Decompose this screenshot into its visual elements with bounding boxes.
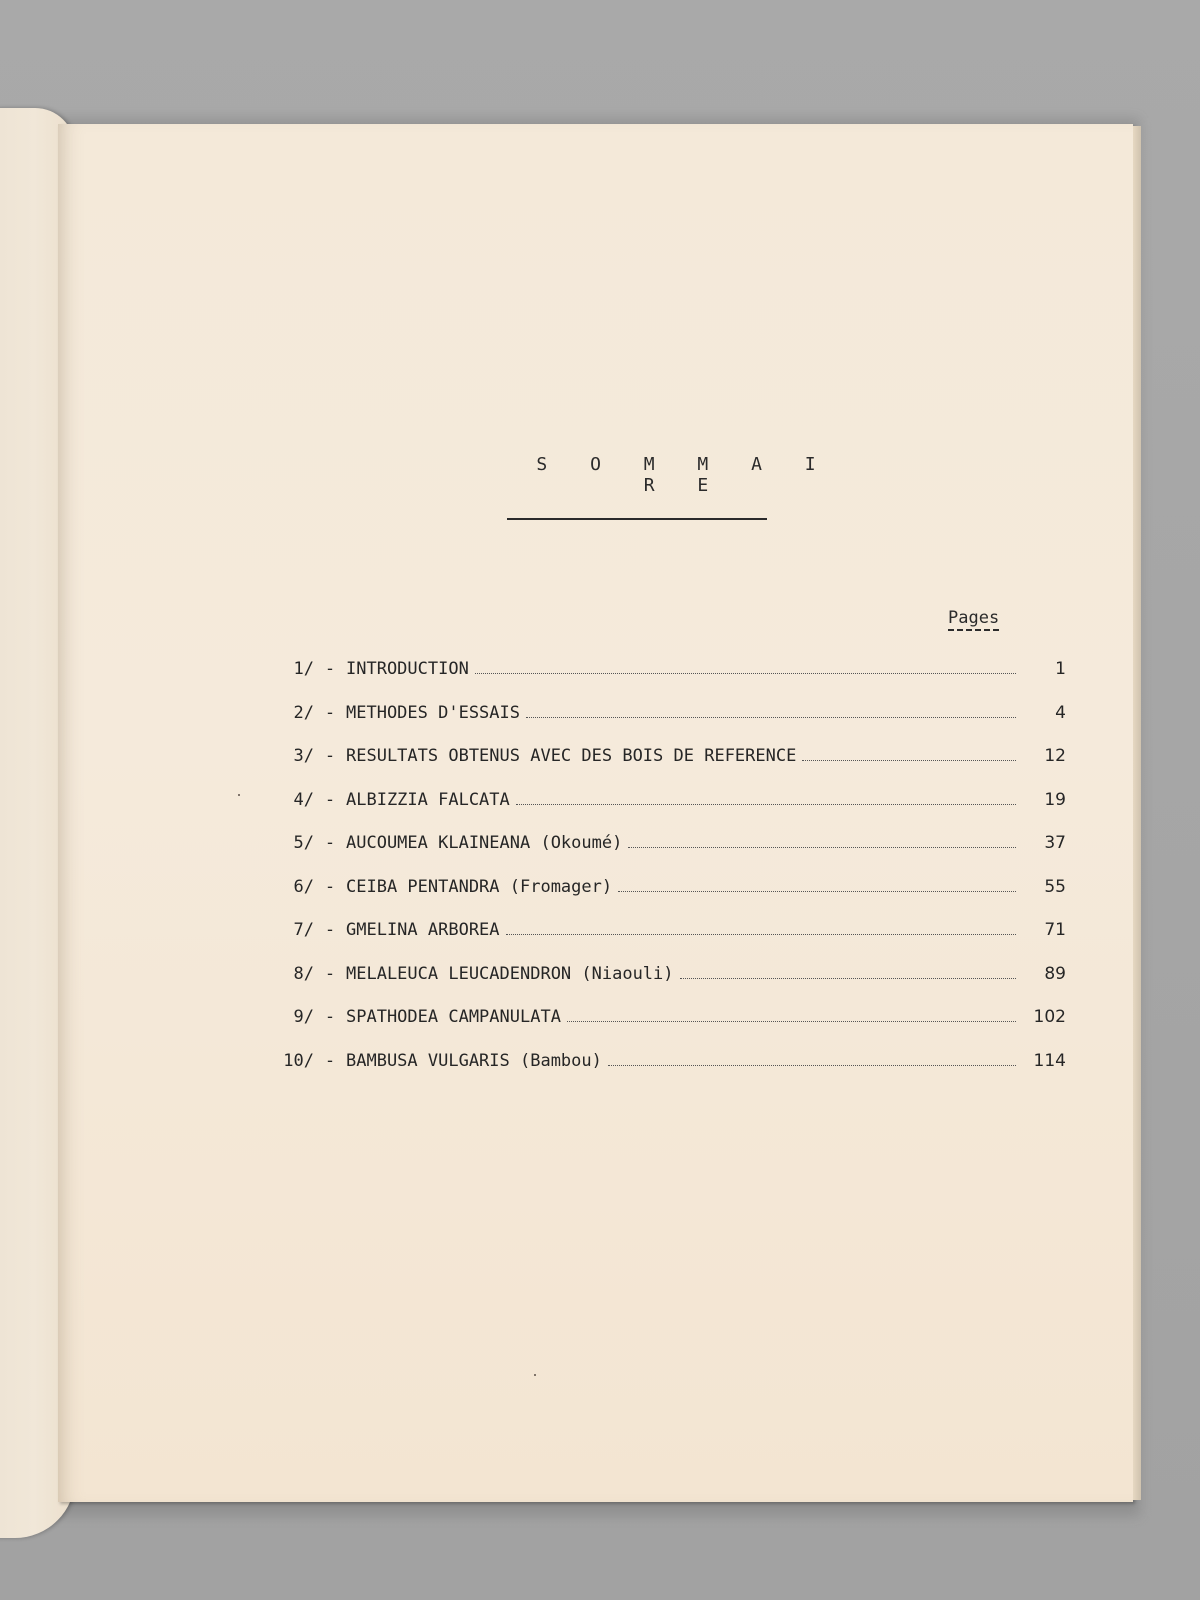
toc-entry-page: 19 [1044, 789, 1066, 810]
page-title: S O M M A I R E [536, 454, 832, 496]
dot-leader [802, 760, 1016, 761]
toc-entry-number: 5/ [293, 833, 314, 853]
toc-entry-number: 6/ [293, 876, 314, 897]
toc-entry-dash: - [324, 746, 336, 766]
dot-leader [680, 978, 1016, 979]
document-page [58, 124, 1133, 1502]
toc-entry [266, 703, 1066, 747]
toc-entry [266, 1051, 1066, 1095]
toc-entry-number: 4/ [293, 789, 314, 810]
toc-entry-dash: - [324, 1050, 336, 1071]
dot-leader [567, 1021, 1016, 1022]
toc-entry-dash: - [324, 789, 336, 810]
toc-entry [266, 659, 1066, 703]
toc-entry-page: 4 [1055, 702, 1066, 723]
toc-entry-page: 71 [1044, 920, 1066, 940]
table-of-contents [266, 659, 1066, 1094]
toc-entry-number: 2/ [293, 702, 314, 723]
title-underline [507, 518, 767, 520]
toc-entry-title: GMELINA ARBOREA [346, 920, 500, 940]
toc-entry-dash: - [324, 833, 336, 853]
toc-entry [266, 877, 1066, 921]
dot-leader [526, 717, 1016, 718]
toc-entry-dash: - [324, 659, 336, 679]
toc-entry-page: 37 [1044, 833, 1066, 853]
paper-speck [238, 794, 240, 796]
toc-entry-dash: - [324, 920, 336, 940]
toc-entry-number: 3/ [293, 746, 314, 766]
toc-entry [266, 1007, 1066, 1051]
toc-entry-page: 12 [1044, 746, 1066, 766]
dot-leader [516, 804, 1016, 805]
toc-entry-title: RESULTATS OBTENUS AVEC DES BOIS DE REFERENCE [346, 746, 797, 766]
toc-entry-page: 102 [1033, 1007, 1066, 1027]
toc-entry [266, 964, 1066, 1008]
toc-entry-number: 8/ [293, 963, 314, 984]
pages-column-header: Pages [948, 608, 999, 631]
toc-entry-page: 55 [1044, 876, 1066, 897]
toc-entry-page: 89 [1044, 963, 1066, 984]
paper-speck [534, 1374, 536, 1376]
toc-entry-dash: - [324, 702, 336, 723]
toc-entry-title: CEIBA PENTANDRA (Fromager) [346, 876, 613, 897]
dot-leader [506, 934, 1016, 935]
page-edge [1133, 126, 1141, 1500]
toc-entry-title: INTRODUCTION [346, 659, 469, 679]
toc-entry-page: 1 [1055, 659, 1066, 679]
dot-leader [618, 891, 1016, 892]
toc-entry-number: 1/ [293, 659, 314, 679]
toc-entry-dash: - [324, 1007, 336, 1027]
toc-entry [266, 790, 1066, 834]
toc-entry-title: SPATHODEA CAMPANULATA [346, 1007, 561, 1027]
toc-entry-page: 114 [1033, 1050, 1066, 1071]
dot-leader [475, 673, 1016, 674]
toc-entry-number: 9/ [293, 1007, 314, 1027]
toc-entry-title: BAMBUSA VULGARIS (Bambou) [346, 1050, 602, 1071]
toc-entry [266, 746, 1066, 790]
toc-entry-title: AUCOUMEA KLAINEANA (Okoumé) [346, 833, 623, 853]
dot-leader [628, 847, 1016, 848]
dot-leader [608, 1065, 1016, 1066]
toc-entry [266, 920, 1066, 964]
toc-entry-number: 7/ [293, 920, 314, 940]
toc-entry-dash: - [324, 963, 336, 984]
toc-entry-number: 10/ [283, 1050, 314, 1071]
toc-entry-title: METHODES D'ESSAIS [346, 702, 520, 723]
toc-entry-title: ALBIZZIA FALCATA [346, 789, 510, 810]
toc-entry-title: MELALEUCA LEUCADENDRON (Niaouli) [346, 963, 674, 984]
toc-entry [266, 833, 1066, 877]
toc-entry-dash: - [324, 876, 336, 897]
